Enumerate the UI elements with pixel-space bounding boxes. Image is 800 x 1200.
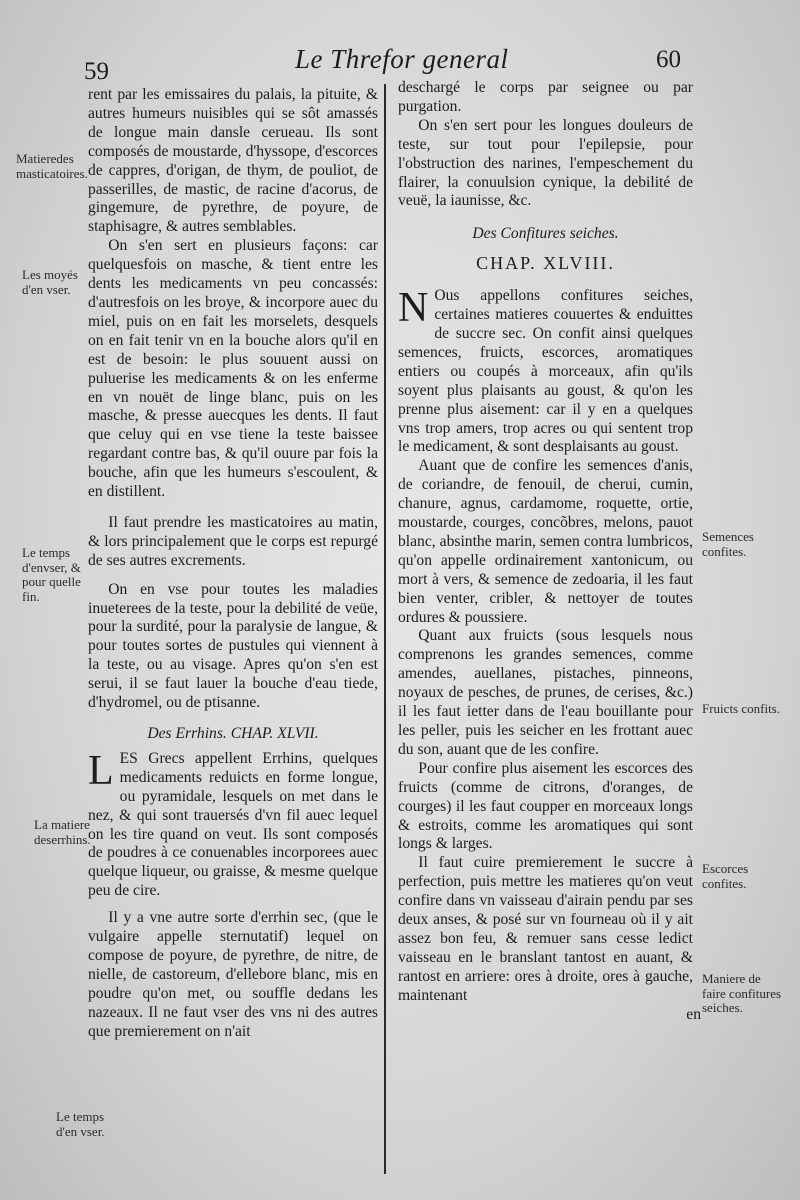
right-paragraph-2: On s'en sert pour les longues douleurs de teste, sur tout pour l'epilepsie, pour l'obstruction des narines, l'empeschement du flairer, la conuulsion cynique, la debilité de veuë, la iaunisse, &c. xyxy=(398,116,693,210)
margin-note-left-4: La matiere deserrhins. xyxy=(34,817,91,847)
right-paragraph-3: N Ous appellons confitures seiches, certaines matieres couuertes & enduittes de succre sec. On confit ainsi quelques semences, fruicts, escorces, aromatiques entiers ou coupés à morceaux, afin qu'ils soyent plus plaisants au goust, & qu'on les prenne plus aisement: car il y en a quelques vns trop amers, trop acres ou qui sentent trop le medicament, & sont desplaisants au goust. xyxy=(398,285,693,456)
section-title-confitures: Des Confitures seiches. xyxy=(472,225,619,243)
margin-note-right-2: Fruicts confits. xyxy=(702,701,780,716)
chapter-number: CHAP. XLVIII. xyxy=(476,253,615,274)
margin-note-left-1: Matieredes masticatoires. xyxy=(16,151,88,181)
right-column xyxy=(398,79,701,1025)
margin-note-right-4: Maniere de faire confitures seiches. xyxy=(702,971,782,1015)
left-paragraph-3: Il faut prendre les masticatoires au matin, & lors principalement que le corps est repurgé de ses autres excrements. xyxy=(88,513,378,569)
chapter-heading-errhins: Des Errhins. CHAP. XLVII. xyxy=(147,725,319,742)
margin-note-left-2: Les moyés d'en vser. xyxy=(22,267,78,297)
dropcap-l: L xyxy=(88,747,114,794)
left-column xyxy=(88,86,378,1042)
left-paragraph-6: Il y a vne autre sorte d'errhin sec, (que le vulgaire appelle sternutatif) lequel on compose de poyure, de pyrethre, de nitre, de nielle, de castoreum, d'ellebore blanc, mis en poudre qu'on met, ou souffle dedans les nazeaux. Il ne faut vser des vns ni des autres que premierement on n'ait xyxy=(88,909,378,1040)
right-paragraph-7: Il faut cuire premierement le succre à perfection, puis mettre les matieres qu'on veut confire dans vn vaisseau d'airain pendu par ses deux anses, & posé sur vn fourneau où il y ait assez bon feu, & remuer sans cesse ledict vaisseau en le branslant tantost en auant, & rantost en arriere: ores à droite, ores à gauche, maintenant xyxy=(398,854,693,1004)
margin-note-right-1: Semences confites. xyxy=(702,529,754,559)
right-paragraph-5: Quant aux fruicts (sous lesquels nous comprenons les grandes semences, comme amendes, auellanes, pistaches, pinneons, noyaux de pesches, de prunes, de cerises, &c.) il les faut ietter dans de l'eau bouillante pour les peller, puis les seicher en les frottant auec du son, auant que de les confire. xyxy=(398,627,693,758)
right-paragraph-6: Pour confire plus aisement les escorces des fruicts (comme de citrons, d'oranges, de courges) il les faut coupper en morceaux longs & estroits, comme les aromatiques qui sont longs & larges. xyxy=(398,759,693,853)
margin-note-left-5: Le temps d'en vser. xyxy=(56,1109,105,1139)
right-paragraph-4: Auant que de confire les semences d'anis, de coriandre, de fenouil, de cherui, cumin, chanure, agnus, cardamome, roquette, ortie, moustarde, courges, concõbres, melons, pauot blanc, absinthe marin, semen contra lumbricos, qu'on appelle ordinairement xantonicum, ou mort à vers, & semence de zedoaria, il les faut bien venter, cribler, & nettoyer de toutes ordures & poussiere. xyxy=(398,457,693,626)
margin-note-right-3: Escorces confites. xyxy=(702,861,749,891)
dropcap-n: N xyxy=(398,285,429,332)
margin-note-left-3: Le temps d'envser, & pour quelle fin. xyxy=(22,545,81,604)
right-paragraph-1: deschargé le corps par seignee ou par purgation. xyxy=(398,79,693,115)
left-paragraph-4: On en vse pour toutes les maladies inueterees de la teste, pour la debilité de veüe, pour la surdité, pour la paralysie de langue, & pour toutes sortes de pustules qui viennent à la teste, ou au visage. Apres qu'on s'en est serui, il se faut lauer la bouche d'eau tiede, d'hydromel, ou de ptisanne. xyxy=(88,580,378,712)
page-header xyxy=(0,42,800,85)
column-divider xyxy=(384,84,386,1174)
left-paragraph-2: On s'en sert en plusieurs façons: car quelquesfois on masche, & tient entre les dents les medicaments vn peu concassés: d'autresfois on les broye, & incorpore auec du miel, puis on en fait les morselets, desquels on en fait tenir vn en la bouche alors qu'il en est de besoin: le plus souuent aussi on puluerise les medicaments & on les enferme en vn nouët de linge blanc, puis on les masche, & presse auecques les dents. Il faut que celuy qui en vse tiene la teste baissee regardant contre bas, & qu'il ouure par fois la bouche, afin que les humeurs s'escoulent, & en distillent. xyxy=(88,237,378,501)
left-paragraph-1: rent par les emissaires du palais, la pituite, & autres humeurs nuisibles qui se sôt amassés de longue main dansle cerueau. Ils sont composés de moustarde, d'hyssope, d'escorces de cappres, d'origan, de thym, de pouliot, de passerilles, de mastic, de racine d'acorus, de gingemure, de pyrethre, de poyure, de staphisagre, & autres semblables. xyxy=(88,86,378,236)
running-title: Le Threfor general xyxy=(295,44,509,74)
catchword: en xyxy=(686,1005,701,1023)
page-number-right: 60 xyxy=(656,46,681,73)
left-paragraph-5: LES Grecs appellent Errhins, quelques medicaments reduicts en forme longue, ou pyramidale, lesquels on met dans le nez, & qui sont trauersés d'vn fil auec lequel on les tire quand on veut. Ils sont composés de poudres à ce conuenables incorporees auec quelque liqueur, ou graisse, & mesme quelque peu de cire. xyxy=(88,747,378,900)
page-number-left: 59 xyxy=(84,58,109,85)
